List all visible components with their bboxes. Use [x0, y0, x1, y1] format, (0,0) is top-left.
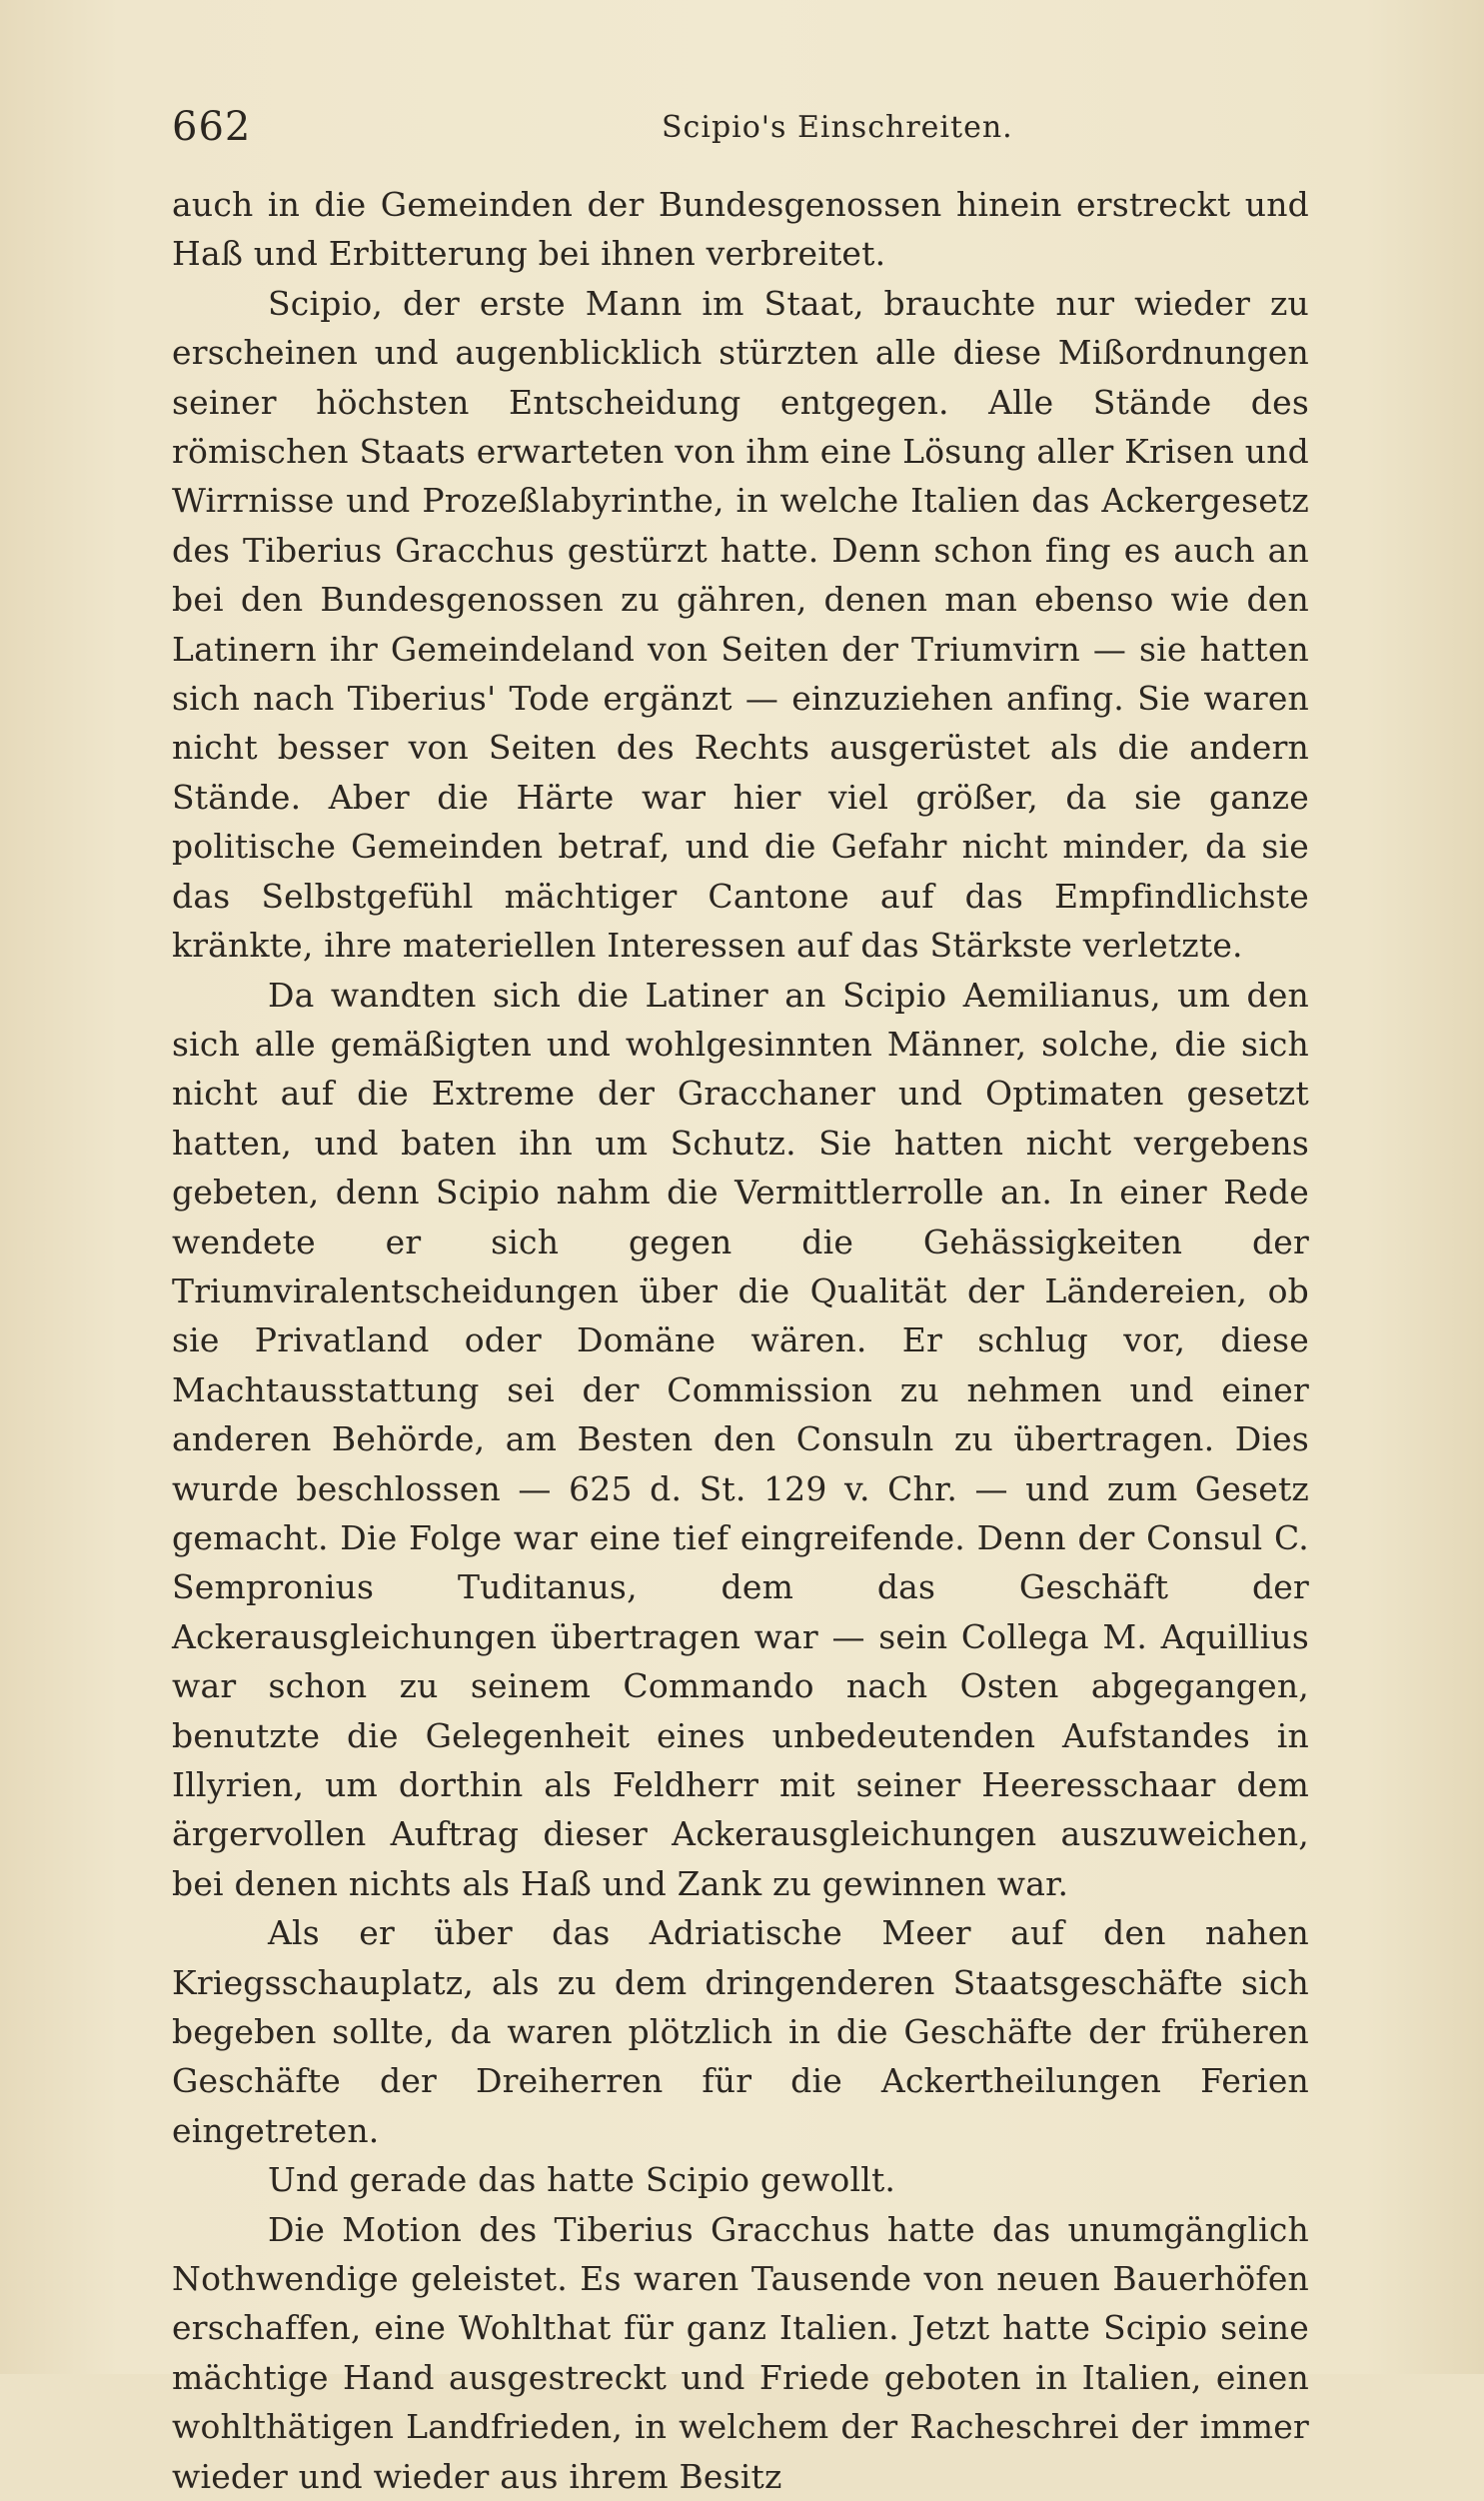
page-header	[172, 96, 1309, 156]
paragraph: Als er über das Adriatische Meer auf den nahen Kriegsschauplatz, als zu dem dringenderen Staatsgeschäfte sich begeben sollte, da waren plötzlich in die Geschäfte der früheren Geschäfte der Dreiherren für die Ackertheilungen Ferien eingetreten.	[172, 1913, 1309, 2150]
paragraph: Scipio, der erste Mann im Staat, brauchte nur wieder zu erscheinen und augenblicklich stürzten alle diese Mißordnungen seiner höchsten Entscheidung entgegen. Alle Stände des römischen Staats erwarteten von ihm eine Lösung aller Krisen und Wirrnisse und Prozeßlabyrinthe, in welche Italien das Ackergesetz des Tiberius Gracchus gestürzt hatte. Denn schon fing es auch an bei den Bundesgenossen zu gähren, denen man ebenso wie den Latinern ihr Gemeindeland von Seiten der Triumvirn — sie hatten sich nach Tiberius' Tode ergänzt — einzuziehen anfing. Sie waren nicht besser von Seiten des Rechts ausgerüstet als die andern Stände. Aber die Härte war hier viel größer, da sie ganze politische Gemeinden betraf, und die Gefahr nicht minder, da sie das Selbstgefühl mächtiger Cantone auf das Empfindlichste kränkte, ihre materiellen Interessen auf das Stärkste verletzte.	[172, 283, 1309, 966]
running-title: Scipio's Einschreiten.	[662, 110, 1013, 145]
paragraph: auch in die Gemeinden der Bundesgenossen hinein erstreckt und Haß und Erbitterung bei ihnen verbreitet.	[172, 185, 1309, 274]
paragraph: Und gerade das hatte Scipio gewollt.	[268, 2160, 896, 2200]
body-text	[172, 180, 1309, 2501]
paragraph: Da wandten sich die Latiner an Scipio Aemilianus, um den sich alle gemäßigten und wohlgesinnten Männer, solche, die sich nicht auf die Extreme der Gracchaner und Optimaten gesetzt hatten, und baten ihn um Schutz. Sie hatten nicht vergebens gebeten, denn Scipio nahm die Vermittlerrolle an. In einer Rede wendete er sich gegen die Gehässigkeiten der Triumviralentscheidungen über die Qualität der Ländereien, ob sie Privatland oder Domäne wären. Er schlug vor, diese Machtausstattung sei der Commission zu nehmen und einer anderen Behörde, am Besten den Consuln zu übertragen. Dies wurde beschlossen — 625 d. St. 129 v. Chr. — und zum Gesetz gemacht. Die Folge war eine tief eingreifende. Denn der Consul C. Sempronius Tuditanus, dem das Geschäft der Ackerausgleichungen übertragen war — sein Collega M. Aquillius war schon zu seinem Commando nach Osten abgegangen, benutzte die Gelegenheit eines unbedeutenden Aufstandes in Illyrien, um dorthin als Feldherr mit seiner Heeresschaar dem ärgervollen Auftrag dieser Ackerausgleichungen auszuweichen, bei denen nichts als Haß und Zank zu gewinnen war.	[172, 975, 1309, 1903]
paragraph: Die Motion des Tiberius Gracchus hatte das unumgänglich Nothwendige geleistet. Es waren Tausende von neuen Bauerhöfen erschaffen, eine Wohlthat für ganz Italien. Jetzt hatte Scipio seine mächtige Hand ausgestreckt und Friede geboten in Italien, einen wohlthätigen Landfrieden, in welchem der Racheschrei der immer wieder und wieder aus ihrem Besitz	[172, 2209, 1309, 2496]
page-number: 662	[172, 104, 252, 150]
